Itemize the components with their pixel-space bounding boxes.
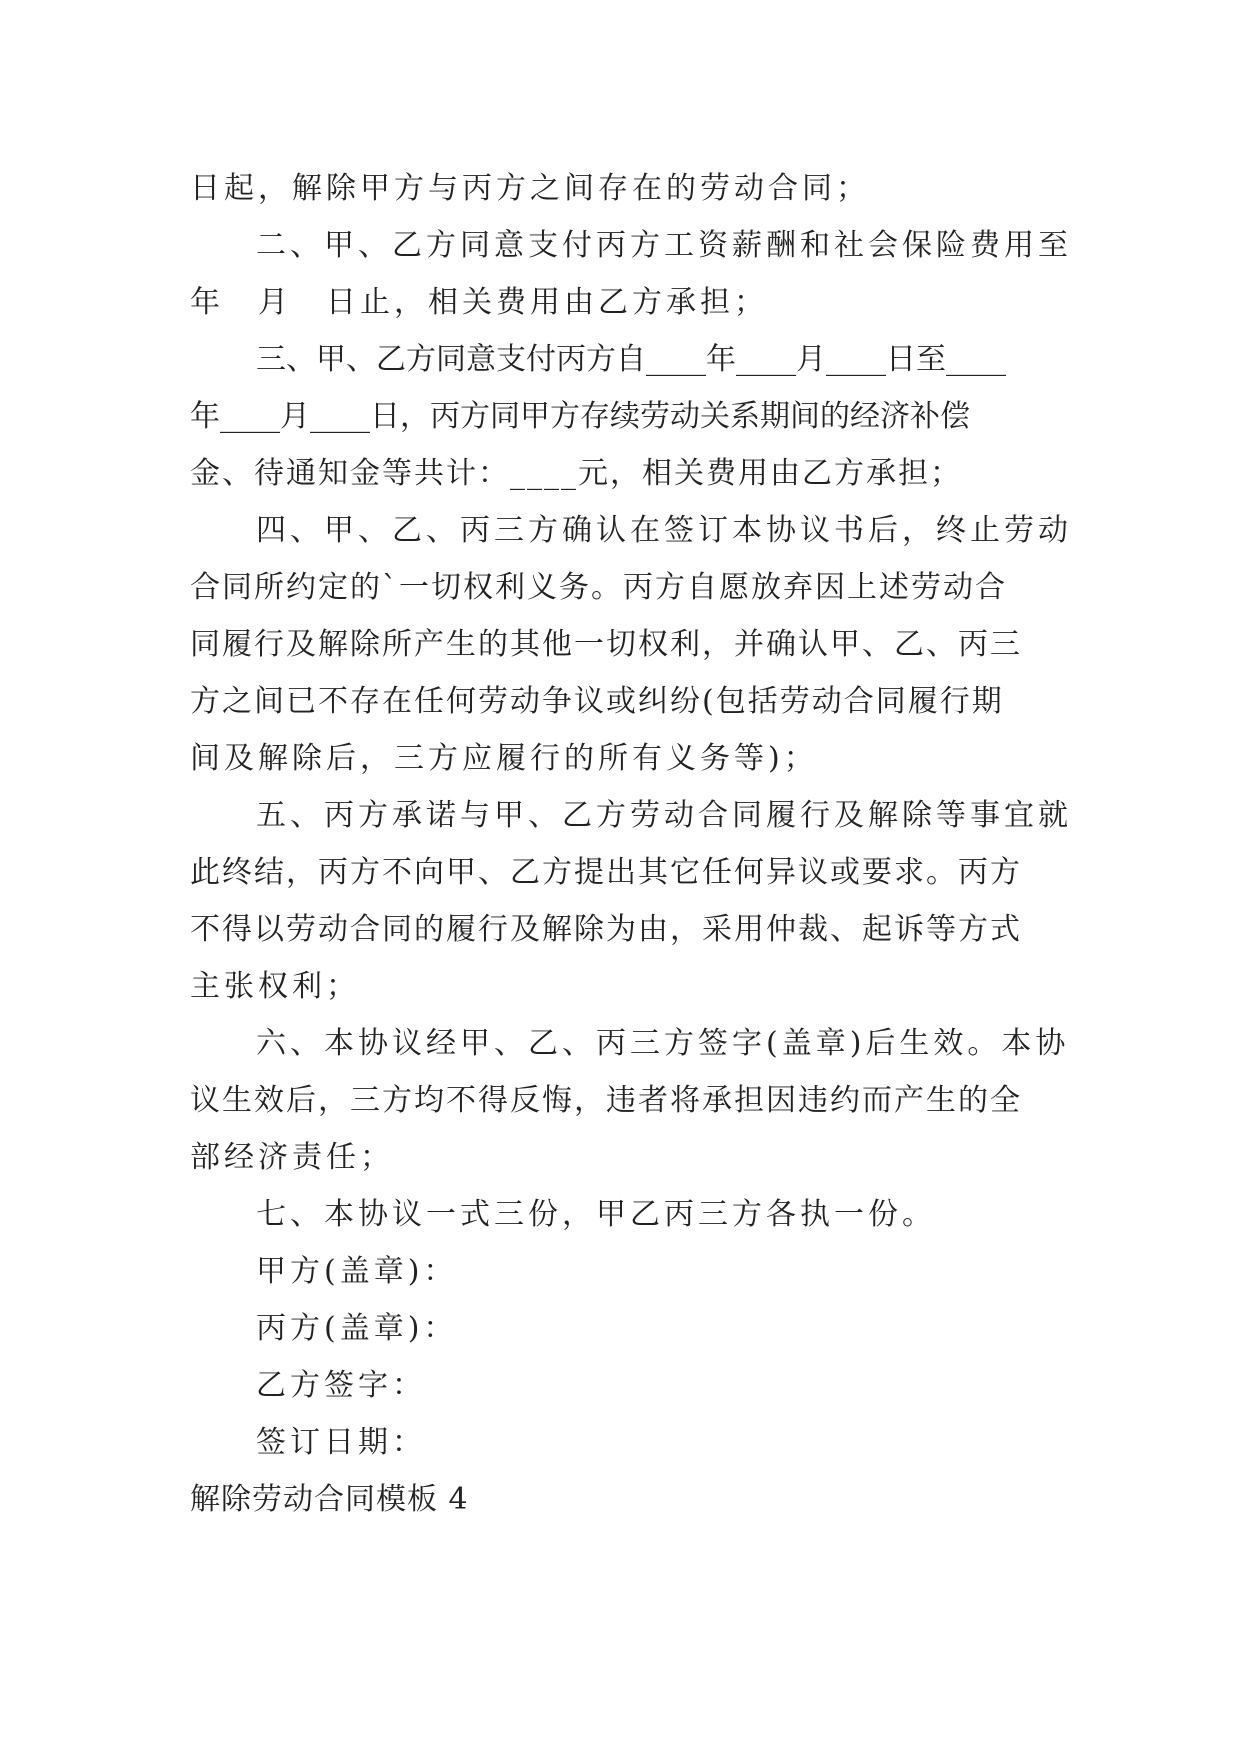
text-line: 同履行及解除所产生的其他一切权利，并确认甲、乙、丙三 [190,627,1022,662]
text-line: 金、待通知金等共计：____元，相关费用由乙方承担； [190,456,962,491]
signing-date-label: 签订日期： [256,1425,426,1460]
paragraph-6-start: 六、本协议经甲、乙、丙三方签字(盖章)后生效。本协 [256,1026,1070,1061]
text-line: 年____月____日，丙方同甲方存续劳动关系期间的经济补偿 [190,399,970,434]
paragraph-5-start: 五、丙方承诺与甲、乙方劳动合同履行及解除等事宜就 [256,798,1072,833]
party-a-seal-label: 甲方(盖章)： [256,1254,458,1289]
paragraph-2-start: 二、甲、乙方同意支付丙方工资薪酬和社会保险费用至 [256,228,1072,263]
paragraph-7: 七、本协议一式三份，甲乙丙三方各执一份。 [256,1197,936,1232]
text-line: 此终结，丙方不向甲、乙方提出其它任何异议或要求。丙方 [190,855,1022,890]
text-line: 部经济责任； [190,1140,394,1175]
text-line: 合同所约定的`一切权利义务。丙方自愿放弃因上述劳动合 [190,570,1007,605]
paragraph-3-start: 三、甲、乙方同意支付丙方自____年____月____日至____ [256,342,1006,377]
text-line: 不得以劳动合同的履行及解除为由，采用仲裁、起诉等方式 [190,912,1022,947]
party-c-seal-label: 丙方(盖章)： [256,1311,458,1346]
section-heading: 解除劳动合同模板 4 [190,1482,469,1517]
text-line: 主张权利； [190,969,360,1004]
paragraph-4-start: 四、甲、乙、丙三方确认在签订本协议书后，终止劳动 [256,513,1072,548]
text-line: 议生效后，三方均不得反悔，违者将承担因违约而产生的全 [190,1083,1022,1118]
party-b-signature-label: 乙方签字： [256,1368,426,1403]
text-line: 间及解除后，三方应履行的所有义务等)； [190,741,818,776]
text-line: 日起，解除甲方与丙方之间存在的劳动合同； [190,171,870,206]
text-line: 方之间已不存在任何劳动争议或纠纷(包括劳动合同履行期 [190,684,1004,719]
text-line: 年 月 日止，相关费用由乙方承担； [190,285,768,320]
